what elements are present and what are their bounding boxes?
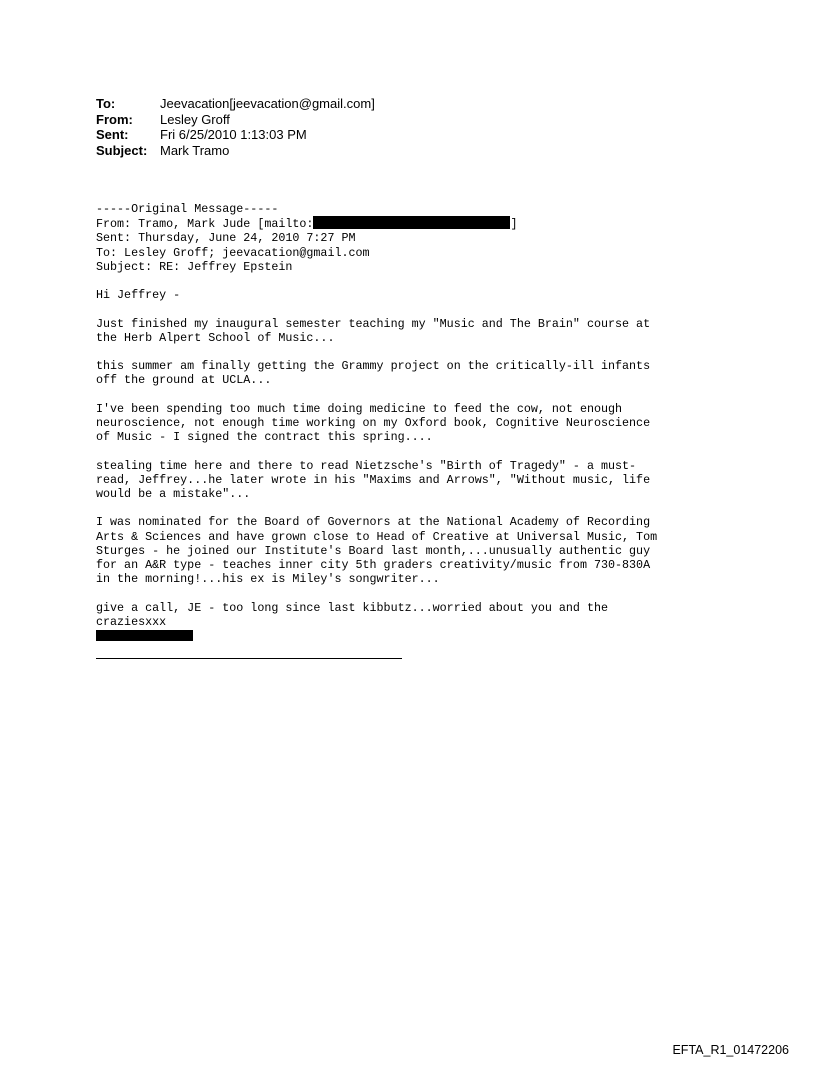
paragraph-line: in the morning!...his ex is Miley's songwriter... bbox=[96, 572, 440, 587]
signature-redaction-block bbox=[96, 630, 193, 641]
to-value: Jeevacation[jeevacation@gmail.com] bbox=[160, 96, 375, 111]
to-label: To: bbox=[96, 96, 116, 111]
sent-row bbox=[96, 127, 375, 143]
paragraph-line: Arts & Sciences and have grown close to Head of Creative at Universal Music, Tom bbox=[96, 529, 658, 544]
paragraph-line: for an A&R type - teaches inner city 5th graders creativity/music from 730-830A bbox=[96, 557, 651, 572]
paragraph-5 bbox=[96, 515, 736, 586]
redaction-block bbox=[313, 216, 510, 229]
paragraph-1 bbox=[96, 317, 736, 345]
paragraph-line: read, Jeffrey...he later wrote in his "Maxims and Arrows", "Without music, life bbox=[96, 472, 651, 487]
greeting-line: Hi Jeffrey - bbox=[96, 288, 181, 303]
paragraph-2 bbox=[96, 359, 736, 387]
from-label: From: bbox=[96, 111, 133, 127]
email-header bbox=[96, 96, 375, 158]
paragraph-line: I was nominated for the Board of Governors at the National Academy of Recording bbox=[96, 515, 651, 530]
paragraph-line: Sturges - he joined our Institute's Board last month,...unusually authentic guy bbox=[96, 543, 651, 558]
paragraph-3 bbox=[96, 402, 736, 445]
paragraph-6 bbox=[96, 601, 736, 641]
paragraph-line: would be a mistake"... bbox=[96, 486, 251, 501]
original-from-suffix: ] bbox=[510, 217, 518, 232]
paragraph-line: I've been spending too much time doing medicine to feed the cow, not enough bbox=[96, 401, 623, 416]
paragraph-line: neuroscience, not enough time working on my Oxford book, Cognitive Neuroscience bbox=[96, 415, 651, 430]
bates-number: EFTA_R1_01472206 bbox=[672, 1043, 789, 1057]
paragraph-line: Just finished my inaugural semester teaching my "Music and The Brain" course at bbox=[96, 316, 651, 331]
original-from-prefix: From: Tramo, Mark Jude [mailto: bbox=[96, 217, 314, 232]
original-subject: Subject: RE: Jeffrey Epstein bbox=[96, 259, 293, 274]
subject-label: Subject: bbox=[96, 142, 148, 158]
original-from bbox=[96, 216, 736, 231]
original-sent: Sent: Thursday, June 24, 2010 7:27 PM bbox=[96, 231, 356, 246]
to-row bbox=[96, 96, 375, 112]
original-separator: -----Original Message----- bbox=[96, 202, 279, 216]
paragraph-line: craziesxxx bbox=[96, 614, 167, 629]
subject-row bbox=[96, 143, 375, 159]
paragraph-line: give a call, JE - too long since last kibbutz...worried about you and the bbox=[96, 600, 608, 615]
paragraph-line: this summer am finally getting the Grammy project on the critically-ill infants bbox=[96, 359, 651, 374]
signature-divider bbox=[96, 658, 402, 659]
email-body bbox=[96, 202, 736, 641]
paragraph-line: of Music - I signed the contract this spring.... bbox=[96, 430, 433, 445]
sent-value: Fri 6/25/2010 1:13:03 PM bbox=[160, 127, 307, 142]
from-value: Lesley Groff bbox=[160, 111, 230, 127]
paragraph-line: the Herb Alpert School of Music... bbox=[96, 330, 335, 345]
paragraph-4 bbox=[96, 459, 736, 502]
greeting bbox=[96, 288, 736, 302]
paragraph-line: stealing time here and there to read Nietzsche's "Birth of Tragedy" - a must- bbox=[96, 458, 637, 473]
sent-label: Sent: bbox=[96, 127, 129, 142]
original-message-header bbox=[96, 202, 736, 274]
from-row bbox=[96, 112, 375, 128]
subject-value: Mark Tramo bbox=[160, 142, 230, 158]
original-to: To: Lesley Groff; jeevacation@gmail.com bbox=[96, 245, 370, 260]
paragraph-line: off the ground at UCLA... bbox=[96, 373, 272, 388]
